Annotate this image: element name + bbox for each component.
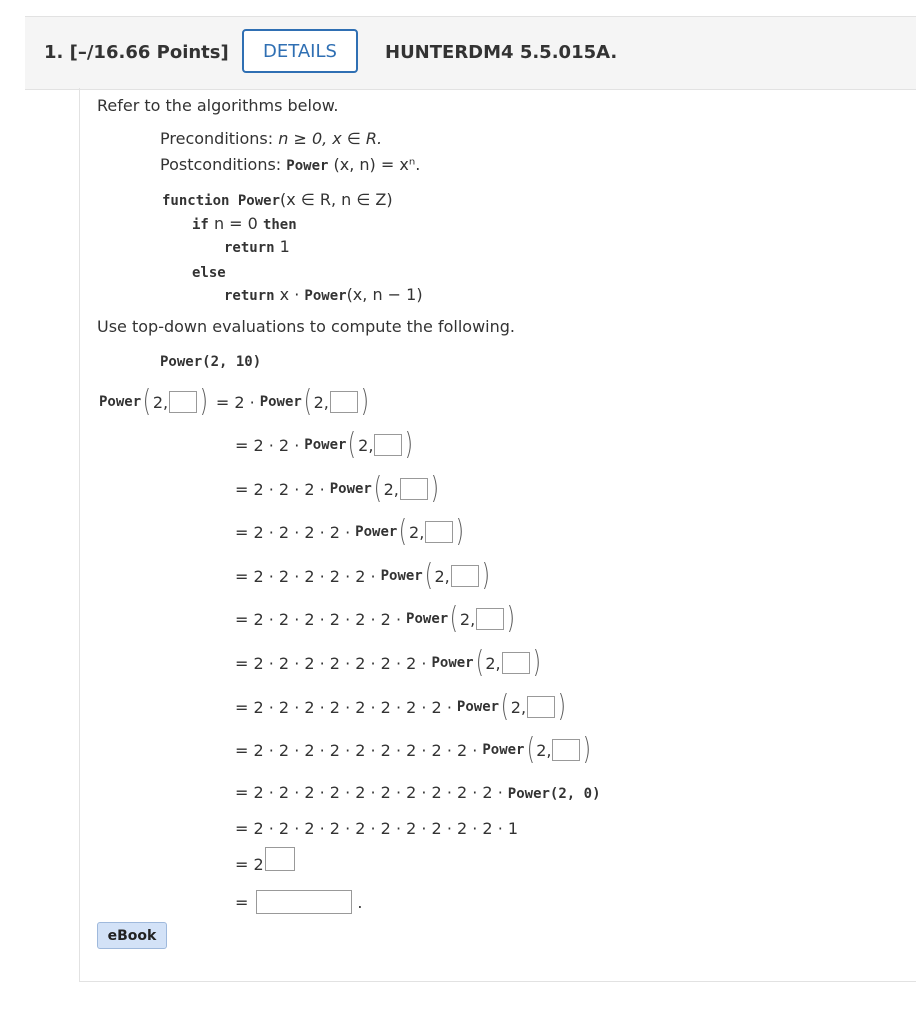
eval-func-name: Power <box>380 568 423 584</box>
right-paren: ) <box>430 471 439 506</box>
eval-base-call-text: Power(2, 0) <box>507 785 601 802</box>
left-paren: ( <box>449 601 459 636</box>
eval-func-name: Power <box>259 394 302 410</box>
evaluation-row-exponent <box>235 847 296 881</box>
evaluation-row <box>235 602 517 636</box>
right-paren: ) <box>557 689 567 724</box>
code-line-function <box>162 190 393 209</box>
code-return-value: 1 <box>279 237 290 256</box>
eval-row-prefix: = 2 <box>235 854 264 874</box>
left-paren: ( <box>500 689 510 724</box>
left-paren: ( <box>348 427 357 462</box>
preconditions-label: Preconditions: <box>160 129 274 148</box>
eval-row-prefix: = 2 · 2 · 2 · <box>235 479 325 499</box>
eval-arg-prefix: 2, <box>536 740 552 760</box>
eval-func-name: Power <box>304 437 347 453</box>
answer-input-blank[interactable] <box>425 521 453 543</box>
code-keyword-function: function Power <box>162 193 281 209</box>
evaluation-row-base-call <box>235 775 601 809</box>
answer-input-blank[interactable] <box>527 696 555 718</box>
evaluation-row-initial <box>99 385 371 419</box>
answer-input-blank[interactable] <box>552 739 580 761</box>
answer-input-blank[interactable] <box>169 391 197 413</box>
eval-row-prefix: = 2 · 2 · <box>235 435 300 455</box>
answer-input-blank[interactable] <box>476 608 504 630</box>
answer-input-blank[interactable] <box>374 434 402 456</box>
question-code: HUNTERDM4 5.5.015A. <box>385 42 618 63</box>
evaluation-row <box>235 559 491 593</box>
eval-func-name: Power <box>482 742 525 758</box>
code-if-condition: n = 0 <box>213 214 258 233</box>
code-keyword-if: if <box>192 217 209 233</box>
eval-row-suffix: . <box>357 892 363 912</box>
eval-arg-prefix: 2, <box>434 566 450 586</box>
preconditions-text: n ≥ 0, x ∈ R. <box>278 129 383 148</box>
target-expression-text: Power(2, 10) <box>160 354 262 370</box>
left-paren: ( <box>424 558 433 593</box>
right-paren: ) <box>506 601 516 636</box>
eval-arg-prefix: 2, <box>459 609 476 629</box>
left-paren: ( <box>303 384 312 419</box>
eval-arg-prefix: 2, <box>485 653 501 673</box>
eval-func-name: Power <box>406 611 449 627</box>
evaluation-row-final <box>235 885 363 919</box>
left-paren: ( <box>399 514 408 549</box>
code-keyword-then: then <box>262 217 297 233</box>
eval-func-name: Power <box>431 655 474 671</box>
evaluation-row <box>235 646 542 680</box>
postconditions <box>160 155 420 174</box>
evaluation-row <box>235 428 415 462</box>
right-paren: ) <box>532 645 541 680</box>
eval-row-prefix: = 2 · 2 · 2 · 2 · 2 · <box>235 566 376 586</box>
right-paren: ) <box>481 558 490 593</box>
eval-arg-prefix: 2, <box>152 392 169 412</box>
eval-arg-prefix: 2, <box>409 522 425 542</box>
right-paren: ) <box>583 732 592 767</box>
right-paren: ) <box>456 514 465 549</box>
eval-arg-prefix: 2, <box>383 479 399 499</box>
postconditions-label: Postconditions: <box>160 155 282 174</box>
postconditions-text: (x, n) = xⁿ. <box>333 155 421 174</box>
target-expression <box>160 351 261 370</box>
right-paren: ) <box>199 384 209 419</box>
eval-row-prefix: = 2 · 2 · 2 · 2 · <box>235 522 351 542</box>
eval-row-prefix: = 2 · 2 · 2 · 2 · 2 · 2 · 2 · 2 · 2 · 2 · <box>235 782 503 802</box>
left-paren: ( <box>373 471 382 506</box>
eval-arg-prefix: 2, <box>358 435 374 455</box>
code-function-args: (x ∈ R, n ∈ Z) <box>280 190 393 209</box>
evaluation-row <box>235 733 593 767</box>
eval-row-prefix: = 2 · 2 · 2 · 2 · 2 · 2 · 2 · <box>235 653 427 673</box>
evaluation-row <box>235 690 568 724</box>
left-paren: ( <box>142 384 152 419</box>
answer-input-blank[interactable] <box>451 565 479 587</box>
eval-row-text: = 2 · 2 · 2 · 2 · 2 · 2 · 2 · 2 · 2 · 2 · 1 <box>235 818 519 838</box>
answer-input-blank[interactable] <box>502 652 530 674</box>
preconditions <box>160 129 382 148</box>
eval-row-prefix: = 2 · 2 · 2 · 2 · 2 · 2 · 2 · 2 · <box>235 697 452 717</box>
eval-func-name: Power <box>329 481 372 497</box>
code-recursive-args: (x, n − 1) <box>346 285 423 304</box>
code-line-return-1 <box>224 237 290 256</box>
eval-row-prefix: = 2 · 2 · 2 · 2 · 2 · 2 · <box>235 609 402 629</box>
left-paren: ( <box>475 645 484 680</box>
ebook-button[interactable]: eBook <box>97 922 167 949</box>
eval-row-prefix: = <box>235 892 249 912</box>
eval-arg-prefix: 2, <box>313 392 329 412</box>
right-paren: ) <box>405 427 414 462</box>
eval-row-prefix: = 2 · 2 · 2 · 2 · 2 · 2 · 2 · 2 · 2 · <box>235 740 478 760</box>
left-paren: ( <box>526 732 535 767</box>
evaluation-row-expanded <box>235 811 518 845</box>
eval-arg-prefix: 2, <box>510 697 527 717</box>
code-line-else <box>192 262 226 281</box>
code-keyword-return: return <box>224 288 275 304</box>
eval-func-name: Power <box>355 524 398 540</box>
question-number-points: 1. [–/16.66 Points] <box>44 42 229 63</box>
intro-text: Refer to the algorithms below. <box>97 96 339 115</box>
eval-func-name: Power <box>456 699 500 715</box>
code-keyword-power: Power <box>304 288 347 304</box>
code-line-return-recursive <box>224 285 423 304</box>
details-button[interactable]: DETAILS <box>242 29 358 73</box>
evaluation-row <box>235 515 466 549</box>
question-header <box>25 16 916 90</box>
eval-row-prefix: = 2 · <box>215 392 255 412</box>
code-keyword-return: return <box>224 240 275 256</box>
code-line-if <box>192 214 297 233</box>
eval-func-name: Power <box>99 394 142 410</box>
postconditions-keyword: Power <box>286 158 329 174</box>
code-return-factor: x · <box>279 285 300 304</box>
final-answer-input[interactable] <box>256 890 352 914</box>
exponent-input[interactable] <box>265 847 295 871</box>
eval-base-call <box>508 783 601 802</box>
instruction-text: Use top-down evaluations to compute the following. <box>97 317 515 336</box>
right-paren: ) <box>360 384 369 419</box>
answer-input-blank[interactable] <box>400 478 428 500</box>
code-keyword-else: else <box>192 265 226 281</box>
answer-input-blank[interactable] <box>330 391 358 413</box>
evaluation-row <box>235 472 441 506</box>
